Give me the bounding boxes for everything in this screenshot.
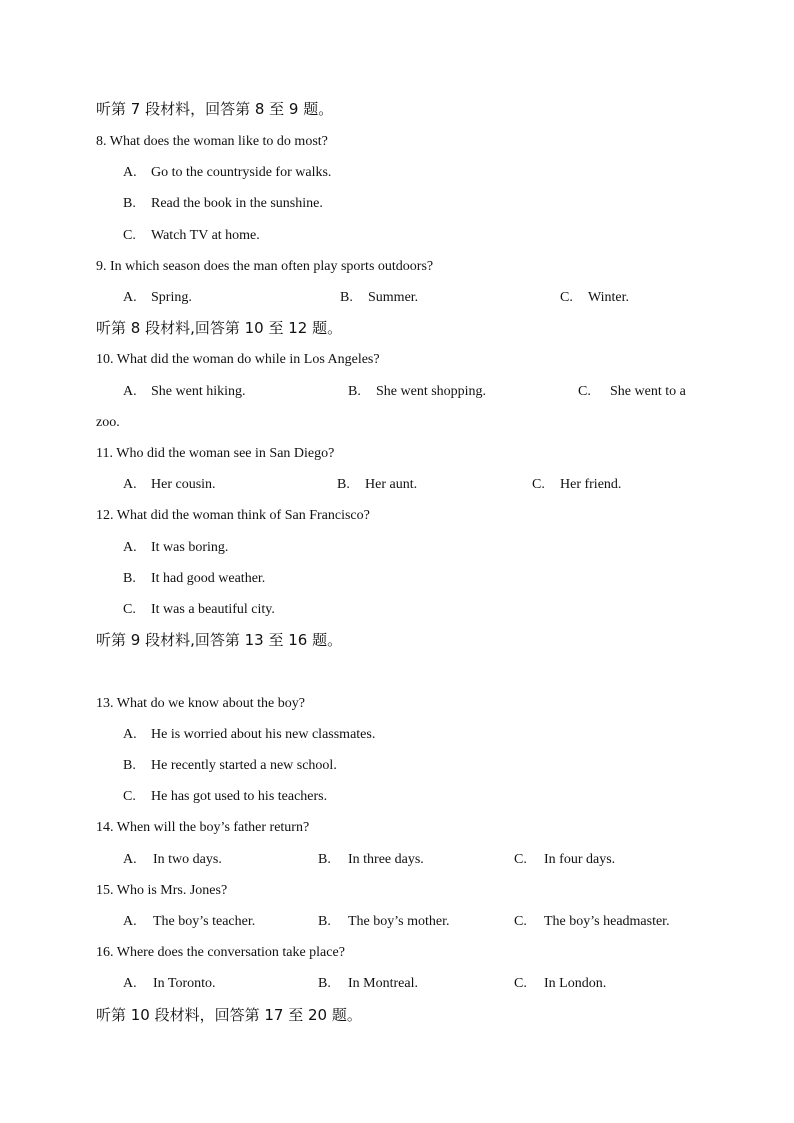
section-heading-7: 听第 7 段材料，回答第 8 至 9 题。 [96, 100, 334, 118]
question-14-option-c [514, 851, 615, 869]
option-letter: B. [123, 758, 136, 773]
option-letter: A. [123, 976, 137, 991]
section-heading-8: 听第 8 段材料,回答第 10 至 12 题。 [96, 319, 343, 337]
option-letter: A. [123, 540, 137, 555]
option-letter: C. [123, 602, 136, 617]
option-letter: C. [123, 228, 136, 243]
option-letter: A. [123, 914, 137, 929]
option-letter: C. [514, 914, 527, 929]
option-text: Winter. [588, 290, 630, 305]
question-13-option-a [123, 726, 375, 744]
option-letter: B. [318, 852, 331, 867]
question-11-stem: 11. Who did the woman see in San Diego? [96, 446, 335, 461]
question-11-option-c [532, 476, 621, 494]
option-letter: B. [348, 384, 361, 399]
question-13-option-c [123, 788, 327, 806]
question-12-option-c [123, 601, 275, 619]
option-text: The boy’s headmaster. [544, 914, 670, 929]
option-text: In four days. [544, 852, 616, 867]
question-15-option-b [318, 913, 450, 931]
option-letter: C. [514, 976, 527, 991]
option-text: He recently started a new school. [151, 758, 337, 773]
option-text: He has got used to his teachers. [151, 789, 328, 804]
option-text: Her aunt. [365, 477, 418, 492]
question-9-stem: 9. In which season does the man often play sports outdoors? [96, 259, 434, 274]
option-letter: B. [318, 914, 331, 929]
option-text: The boy’s teacher. [153, 914, 256, 929]
option-text: Go to the countryside for walks. [151, 165, 332, 180]
option-letter: B. [340, 290, 353, 305]
option-text: In three days. [348, 852, 424, 867]
question-14-stem: 14. When will the boy’s father return? [96, 820, 310, 835]
question-12-option-b [123, 570, 265, 588]
question-10-stem: 10. What did the woman do while in Los Angeles? [96, 352, 380, 367]
option-text: Her cousin. [151, 477, 216, 492]
option-text: In London. [544, 976, 607, 991]
option-text: She went hiking. [151, 384, 246, 399]
option-text: The boy’s mother. [348, 914, 450, 929]
question-15-stem: 15. Who is Mrs. Jones? [96, 883, 228, 898]
question-13-option-b [123, 757, 337, 775]
question-10-option-b [348, 383, 486, 401]
question-16-option-c [514, 975, 606, 993]
option-letter: B. [318, 976, 331, 991]
option-letter: A. [123, 384, 137, 399]
question-9-option-b [340, 289, 418, 307]
option-text: In Montreal. [348, 976, 418, 991]
option-text: Watch TV at home. [151, 228, 260, 243]
option-text: Her friend. [560, 477, 622, 492]
question-13-stem: 13. What do we know about the boy? [96, 696, 305, 711]
question-11-option-b [337, 476, 417, 494]
question-15-option-c [514, 913, 670, 931]
question-9-option-a [123, 289, 192, 307]
option-letter: A. [123, 165, 137, 180]
section-heading-9: 听第 9 段材料,回答第 13 至 16 题。 [96, 631, 343, 649]
option-text: Summer. [368, 290, 419, 305]
option-letter: A. [123, 852, 137, 867]
question-8-option-b [123, 195, 323, 213]
section-heading-10: 听第 10 段材料，回答第 17 至 20 题。 [96, 1006, 362, 1024]
option-letter: B. [337, 477, 350, 492]
question-14-option-a [123, 851, 222, 869]
option-text: In Toronto. [153, 976, 216, 991]
option-text: It had good weather. [151, 571, 266, 586]
option-text: He is worried about his new classmates. [151, 727, 376, 742]
option-text: She went shopping. [376, 384, 487, 399]
option-text: Read the book in the sunshine. [151, 196, 323, 211]
option-text: Spring. [151, 290, 192, 305]
question-8-option-c [123, 227, 260, 245]
option-letter: A. [123, 290, 137, 305]
question-10-option-c [578, 383, 686, 401]
option-text: She went to a [610, 384, 686, 399]
option-letter: B. [123, 571, 136, 586]
option-letter: C. [532, 477, 545, 492]
option-text: It was boring. [151, 540, 229, 555]
option-letter: A. [123, 477, 137, 492]
question-12-stem: 12. What did the woman think of San Francisco? [96, 508, 370, 523]
question-8-option-a [123, 164, 331, 182]
question-16-option-a [123, 975, 216, 993]
question-8-stem: 8. What does the woman like to do most? [96, 134, 328, 149]
option-text: It was a beautiful city. [151, 602, 275, 617]
option-letter: C. [123, 789, 136, 804]
question-11-option-a [123, 476, 216, 494]
question-16-stem: 16. Where does the conversation take place? [96, 945, 345, 960]
option-letter: C. [514, 852, 527, 867]
question-10-option-a [123, 383, 246, 401]
option-letter: C. [578, 384, 591, 399]
option-letter: C. [560, 290, 573, 305]
question-12-option-a [123, 539, 228, 557]
option-text: In two days. [153, 852, 222, 867]
question-15-option-a [123, 913, 255, 931]
option-letter: A. [123, 727, 137, 742]
question-9-option-c [560, 289, 629, 307]
option-letter: B. [123, 196, 136, 211]
question-16-option-b [318, 975, 418, 993]
question-10-option-c-wrap: zoo. [96, 415, 120, 430]
question-14-option-b [318, 851, 424, 869]
